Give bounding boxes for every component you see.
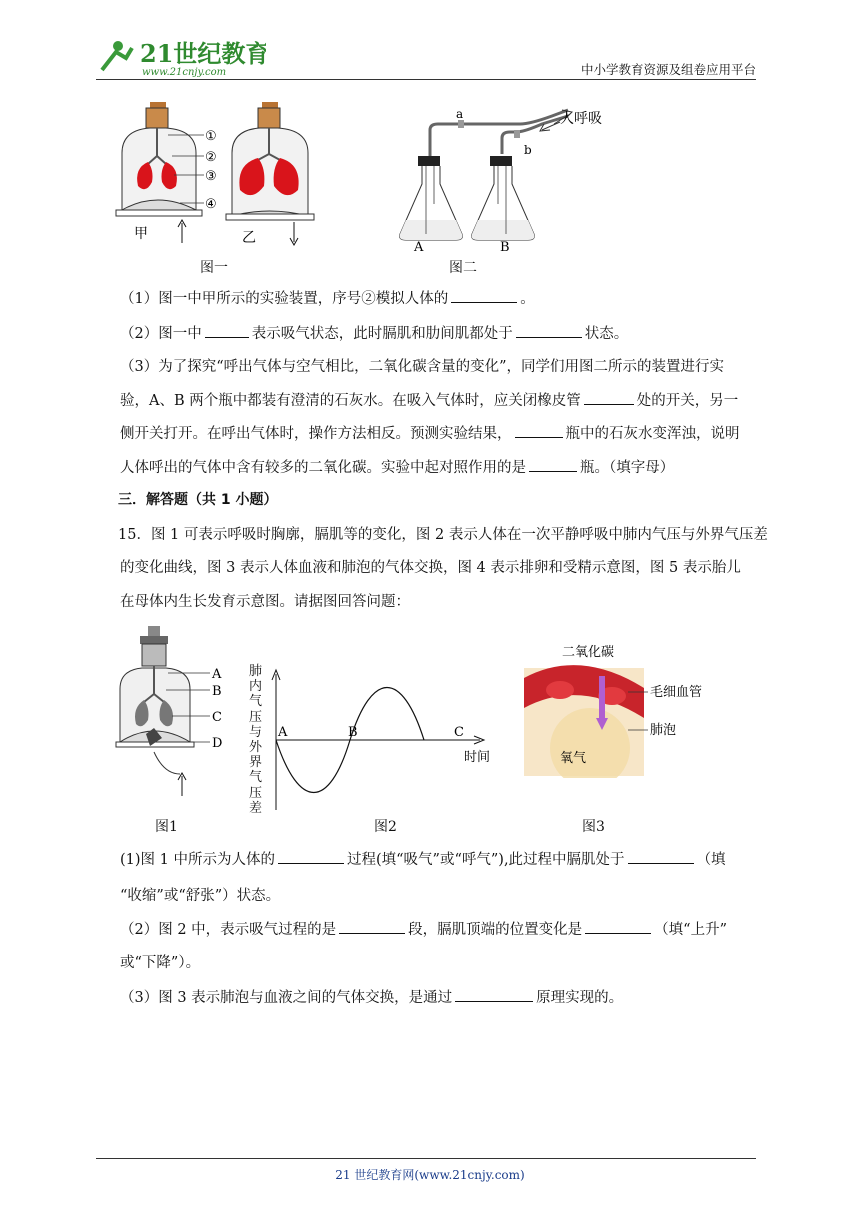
label-B: B [212, 684, 222, 699]
section-heading: 三．解答题（共 1 小题） [118, 492, 278, 508]
q15-part2-line2: 或“下降”）。 [120, 955, 201, 971]
figure-1-bell-jars [110, 98, 340, 252]
point-A: A [278, 725, 288, 740]
answer-blank[interactable] [585, 919, 651, 934]
logo-url: www.21cnjy.com [142, 67, 227, 78]
label-capillary: 毛细血管 [650, 685, 703, 700]
label-o2: 氧气 [560, 751, 587, 766]
answer-blank[interactable] [516, 323, 582, 338]
figure-b1-caption: 图1 [155, 819, 178, 835]
q14-part3-line2: 验，A、B 两个瓶中都装有澄清的石灰水。在吸入气体时，应关闭橡皮管 处的开关，另一 [120, 389, 738, 410]
label-co2: 二氧化碳 [562, 645, 615, 660]
platform-name: 中小学教育资源及组卷应用平台 [580, 62, 756, 77]
answer-blank[interactable] [278, 849, 344, 864]
q15-stem-line1: 15．图 1 可表示呼吸时胸廓，膈肌等的变化，图 2 表示人体在一次平静呼吸中肺内气压与外界气压差 [118, 527, 768, 543]
label-yi: 乙 [242, 230, 256, 246]
answer-blank[interactable] [339, 919, 405, 934]
header-divider [96, 79, 756, 80]
figure-b2-pressure-curve [244, 660, 504, 824]
answer-blank[interactable] [451, 288, 517, 303]
q14-part1: （1）图一中甲所示的实验装置，序号②模拟人体的 。 [120, 287, 535, 308]
figure-2-caption: 图二 [449, 260, 477, 276]
answer-blank[interactable] [628, 849, 694, 864]
q14-part2: （2）图一中 表示吸气状态，此时膈肌和肋间肌都处于 状态。 [120, 322, 628, 343]
flask-b [472, 156, 535, 240]
label-num2: ② [205, 150, 217, 165]
q15-part1: (1)图 1 中所示为人体的 过程(填“吸气”或“呼气”),此过程中膈肌处于 （填 [120, 848, 726, 869]
q14-part3-line4: 人体呼出的气体中含有较多的二氧化碳。实验中起对照作用的是 瓶。（填字母） [120, 456, 674, 477]
y-axis-label: 肺内气压与外界气压差 [249, 664, 263, 816]
bell-jar-jia [116, 102, 217, 243]
label-num4: ④ [205, 197, 217, 212]
figure-b3-gas-exchange [520, 638, 765, 782]
point-C: C [454, 725, 464, 740]
site-logo [96, 36, 266, 78]
point-B: B [348, 725, 358, 740]
figure-2-flasks [392, 104, 622, 258]
q15-part3: （3）图 3 表示肺泡与血液之间的气体交换，是通过 原理实现的。 [120, 986, 623, 1007]
answer-blank[interactable] [584, 390, 634, 405]
footer-divider [96, 1158, 756, 1159]
flask-a [400, 156, 463, 240]
footer-text: 21 世纪教育网(www.21cnjy.com) [335, 1168, 525, 1182]
answer-blank[interactable] [455, 987, 533, 1002]
q14-part3-line3: 侧开关打开。在呼出气体时，操作方法相反。预测实验结果， 瓶中的石灰水变浑浊，说明 [120, 422, 740, 443]
q15-part2: （2）图 2 中，表示吸气过程的是 段，膈肌顶端的位置变化是 （填“上升” [120, 918, 727, 939]
x-axis-label: 时间 [464, 750, 491, 765]
label-flask-a: A [414, 240, 424, 254]
answer-blank[interactable] [205, 323, 249, 338]
q15-stem-line3: 在母体内生长发育示意图。请据图回答问题： [120, 594, 410, 610]
label-A: A [212, 667, 222, 682]
label-jia: 甲 [134, 226, 148, 242]
label-b: b [524, 143, 532, 157]
label-num1: ① [205, 129, 217, 144]
answer-blank[interactable] [515, 423, 563, 438]
label-D: D [212, 736, 223, 751]
label-num3: ③ [205, 169, 217, 184]
figure-b3-caption: 图3 [582, 819, 605, 835]
q15-part1-line2: “收缩”或“舒张”）状态。 [120, 888, 281, 904]
label-a: a [456, 107, 464, 121]
figure-1-caption: 图一 [200, 260, 228, 276]
q14-part3-line1: （3）为了探究“呼出气体与空气相比，二氧化碳含量的变化”，同学们用图二所示的装置进行实 [120, 359, 725, 375]
logo-text: 21世纪教育 [140, 39, 266, 68]
bell-jar-yi [226, 102, 314, 246]
figure-b1-bell-jar [110, 624, 240, 808]
q15-stem-line2: 的变化曲线，图 3 表示人体血液和肺泡的气体交换，图 4 表示排卵和受精示意图，图 5 表示胎儿 [120, 560, 741, 576]
label-flask-b: B [500, 240, 510, 254]
answer-blank[interactable] [529, 457, 577, 472]
label-alveolus: 肺泡 [650, 723, 677, 738]
label-breath: 人呼吸 [560, 111, 602, 127]
figure-b2-caption: 图2 [374, 819, 397, 835]
label-C: C [212, 710, 222, 725]
